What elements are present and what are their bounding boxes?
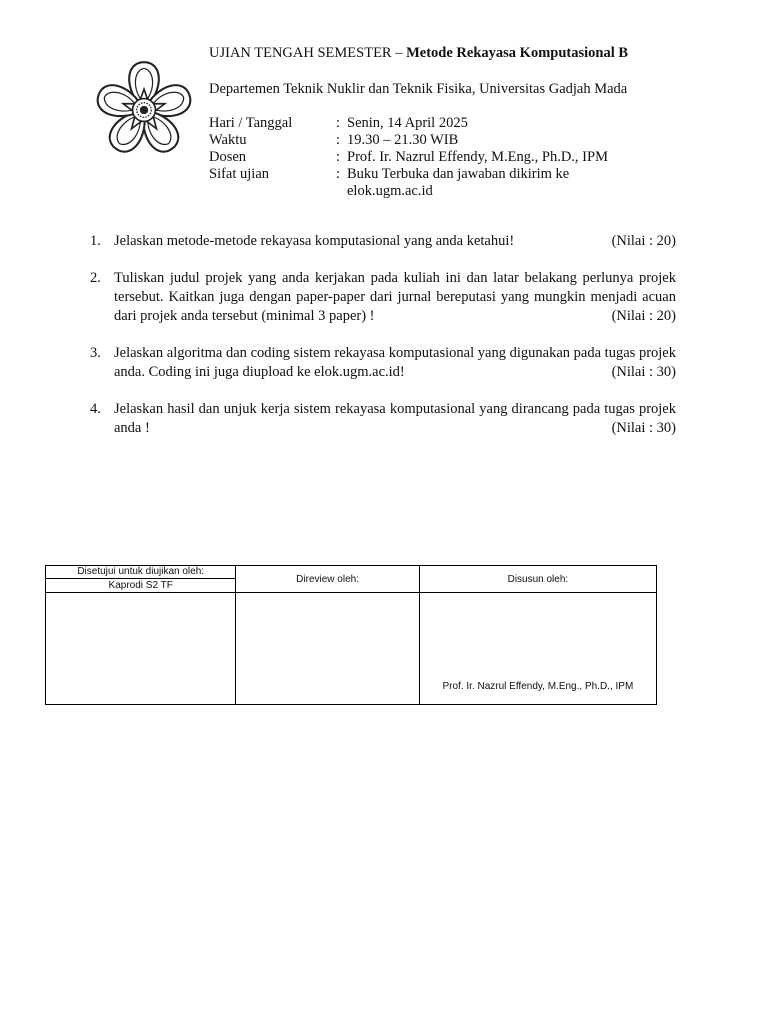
info-colon: :: [336, 115, 341, 131]
approved-label: Disetujui untuk diujikan oleh:: [46, 566, 235, 579]
question-list: [90, 232, 676, 456]
info-label: Sifat ujian: [209, 166, 270, 182]
question-score: (Nilai : 20): [611, 233, 676, 249]
question-score: (Nilai : 30): [611, 420, 676, 436]
question-item: [90, 269, 676, 326]
department: Departemen Teknik Nuklir dan Teknik Fisika, Universitas Gadjah Mada: [209, 81, 628, 97]
info-colon: :: [336, 149, 341, 165]
info-colon: :: [336, 132, 341, 148]
question-number: 3.: [90, 345, 101, 361]
info-row-time: [209, 132, 647, 149]
approved-header-cell: [46, 566, 236, 593]
question-text: Jelaskan metode-metode rekayasa komputasional yang anda ketahui!: [114, 233, 515, 249]
info-value: Senin, 14 April 2025: [347, 115, 468, 131]
exam-info: [209, 115, 647, 200]
question-item: [90, 232, 676, 251]
question-number: 4.: [90, 401, 101, 417]
question-text: Jelaskan hasil dan unjuk kerja sistem rekayasa komputasional yang dirancang pada tugas projek anda !: [114, 401, 676, 436]
prepared-name: Prof. Ir. Nazrul Effendy, M.Eng., Ph.D., IPM: [419, 593, 656, 705]
reviewed-label: Direview oleh:: [236, 566, 419, 593]
question-text: Tuliskan judul projek yang anda kerjakan pada kuliah ini dan latar belakang perlunya projek tersebut. Kaitkan juga dengan paper-paper dari jurnal bereputasi yang mungkin menjadi acuan dari projek anda tersebut (minimal 3 paper) !: [114, 270, 676, 324]
info-label: Waktu: [209, 132, 247, 148]
question-score: (Nilai : 30): [611, 364, 676, 380]
info-label: Dosen: [209, 149, 247, 165]
signature-table: [45, 565, 657, 705]
question-number: 1.: [90, 233, 101, 249]
info-row-date: [209, 115, 647, 132]
question-item: [90, 400, 676, 438]
prepared-label: Disusun oleh:: [419, 566, 656, 593]
info-value: Buku Terbuka dan jawaban dikirim ke elok.ugm.ac.id: [347, 166, 570, 199]
info-label: Hari / Tanggal: [209, 115, 293, 131]
info-value: Prof. Ir. Nazrul Effendy, M.Eng., Ph.D., IPM: [347, 149, 608, 165]
question-item: [90, 344, 676, 382]
question-number: 2.: [90, 270, 101, 286]
course-name: Metode Rekayasa Komputasional B: [406, 45, 629, 61]
info-colon: :: [336, 166, 341, 182]
exam-type: UJIAN TENGAH SEMESTER –: [209, 45, 407, 61]
ugm-logo-icon: [92, 58, 196, 162]
question-text: Jelaskan algoritma dan coding sistem rekayasa komputasional yang digunakan pada tugas projek anda. Coding ini juga diupload ke elok.ugm.ac.id!: [114, 345, 676, 380]
approved-signature-cell: [46, 593, 236, 705]
question-score: (Nilai : 20): [611, 308, 676, 324]
exam-title: [209, 45, 628, 62]
info-row-lecturer: [209, 149, 647, 166]
approved-role: Kaprodi S2 TF: [108, 580, 173, 591]
reviewed-signature-cell: [236, 593, 419, 705]
info-value: 19.30 – 21.30 WIB: [347, 132, 459, 148]
info-row-exam-nature: [209, 166, 647, 200]
